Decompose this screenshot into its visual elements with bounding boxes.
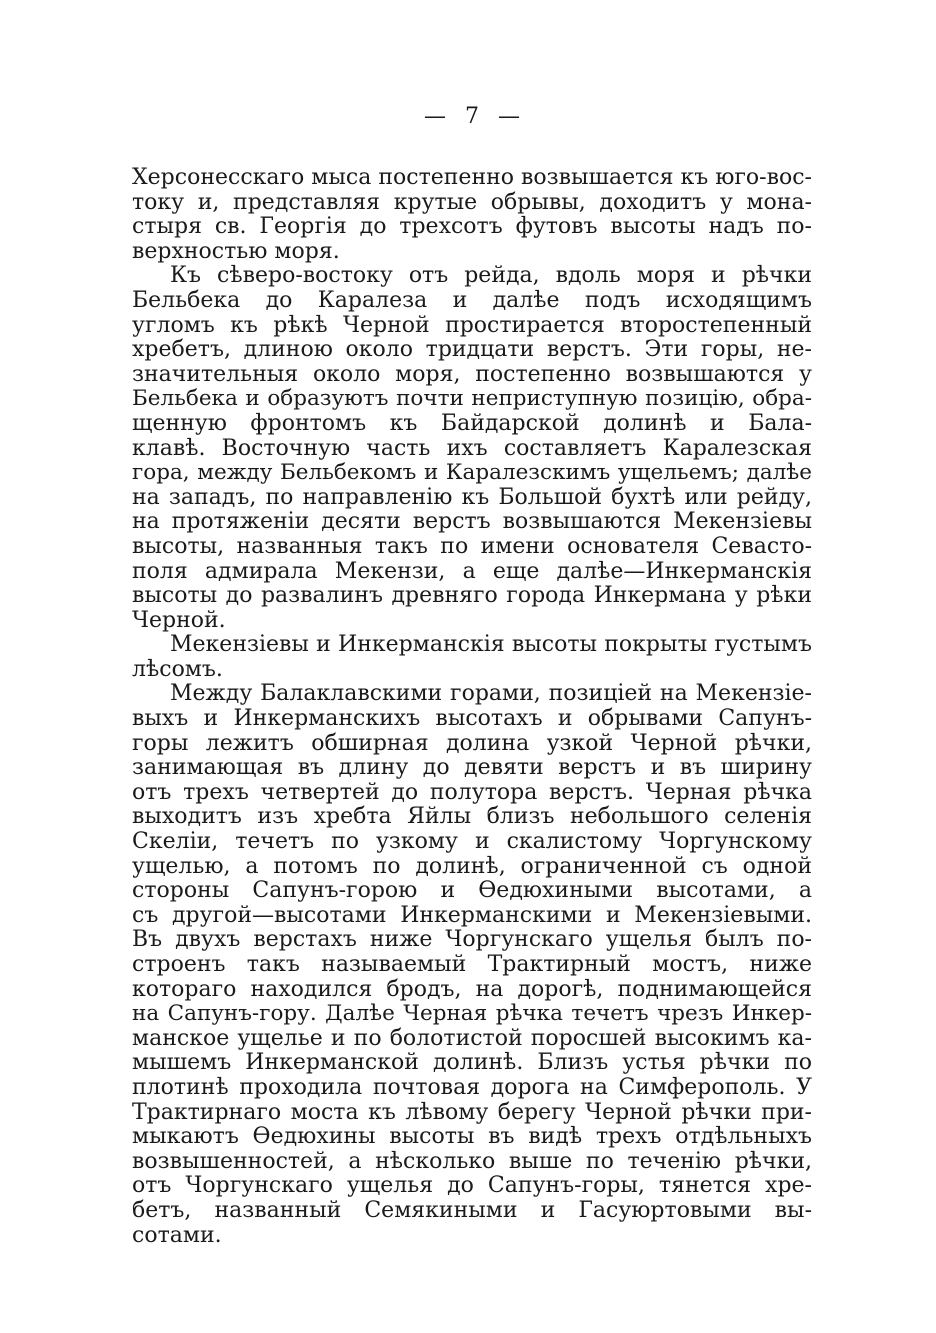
text-line: мышемъ Инкерманской долинѣ. Близъ устья рѣчки по [132, 1051, 812, 1076]
text-line: щенную фронтомъ къ Байдарской долинѣ и Бала- [132, 411, 812, 436]
text-line: Мекензіевы и Инкерманскія высоты покрыты густымъ [170, 633, 812, 658]
text-line: Между Балаклавскими горами, позиціей на Мекензіе- [170, 682, 812, 707]
text-line: лѣсомъ. [132, 657, 223, 682]
text-line: значительныя около моря, постепенно возвышаются у [132, 362, 812, 387]
text-line: занимающая въ длину до девяти верстъ и въ ширину [132, 756, 812, 781]
text-line: ущелью, а потомъ по долинѣ, ограниченной съ одной [132, 854, 812, 879]
page-number: — 7 — [424, 104, 526, 129]
body-text [132, 166, 812, 1248]
text-line: на западъ, по направленію къ Большой бухтѣ или рейду, [132, 485, 812, 510]
text-line: выхъ и Инкерманскихъ высотахъ и обрывами Сапунъ- [132, 707, 812, 732]
text-line: горы лежитъ обширная долина узкой Черной рѣчки, [132, 731, 812, 756]
text-line: возвышенностей, а нѣсколько выше по теченію рѣчки, [132, 1149, 812, 1174]
text-line: току и, представляя крутые обрывы, доходитъ у мона- [132, 190, 812, 215]
text-line: съ другой—высотами Инкерманскими и Мекензіевыми. [132, 903, 812, 928]
text-line: на протяженіи десяти верстъ возвышаются Мекензіевы [132, 510, 812, 535]
text-line: клавѣ. Восточную часть ихъ составляетъ Каралезская [132, 436, 812, 461]
text-line: Херсонесскаго мыса постепенно возвышается къ юго-вос- [132, 166, 812, 190]
text-line: выходитъ изъ хребта Яйлы близъ небольшого селенія [132, 805, 812, 830]
text-line: бетъ, названный Семякиными и Гасуюртовыми вы- [132, 1198, 812, 1223]
text-line: Въ двухъ верстахъ ниже Чоргунскаго ущелья былъ по- [132, 928, 812, 953]
text-line: высоты до развалинъ древняго города Инкермана у рѣки [132, 584, 812, 609]
text-line: отъ Чоргунскаго ущелья до Сапунъ-горы, тянется хре- [132, 1174, 812, 1199]
text-line: манское ущелье и по болотистой поросшей высокимъ ка- [132, 1026, 812, 1051]
text-line: Бельбека до Каралеза и далѣе подъ исходящимъ [132, 288, 812, 313]
text-line: стыря св. Георгія до трехсотъ футовъ высоты надъ по- [132, 215, 812, 240]
text-line: Трактирнаго моста къ лѣвому берегу Черной рѣчки при- [132, 1100, 812, 1125]
text-line: Скеліи, течетъ по узкому и скалистому Чоргунскому [132, 830, 812, 855]
text-line: плотинѣ проходила почтовая дорога на Симферополь. У [132, 1075, 812, 1100]
text-line: Бельбека и образуютъ почти неприступную позицію, обра- [132, 387, 812, 412]
text-line: угломъ къ рѣкѣ Черной простирается второстепенный [132, 313, 812, 338]
text-line: высоты, названныя такъ по имени основателя Севасто- [132, 534, 812, 559]
text-line: сотами. [132, 1223, 222, 1248]
text-line: мыкаютъ Ѳедюхины высоты въ видѣ трехъ отдѣльныхъ [132, 1125, 812, 1150]
text-line: Черной. [132, 608, 226, 633]
text-line: гора, между Бельбекомъ и Каралезскимъ ущельемъ; далѣе [132, 461, 812, 486]
text-line: Къ сѣверо-востоку отъ рейда, вдоль моря и рѣчки [170, 264, 812, 289]
text-line: котораго находился бродъ, на дорогѣ, поднимающейся [132, 977, 812, 1002]
text-line: верхностью моря. [132, 239, 340, 264]
text-line: на Сапунъ-гору. Далѣе Черная рѣчка течетъ чрезъ Инкер- [132, 1002, 812, 1027]
text-line: поля адмирала Мекензи, а еще далѣе—Инкерманскія [132, 559, 812, 584]
text-line: строенъ такъ называемый Трактирный мостъ, ниже [132, 953, 812, 977]
text-line: стороны Сапунъ-горою и Ѳедюхиными высотами, а [132, 879, 812, 904]
text-line: отъ трехъ четвертей до полутора верстъ. Черная рѣчка [132, 780, 812, 805]
text-line: хребетъ, длиною около тридцати верстъ. Эти горы, не- [132, 338, 812, 363]
